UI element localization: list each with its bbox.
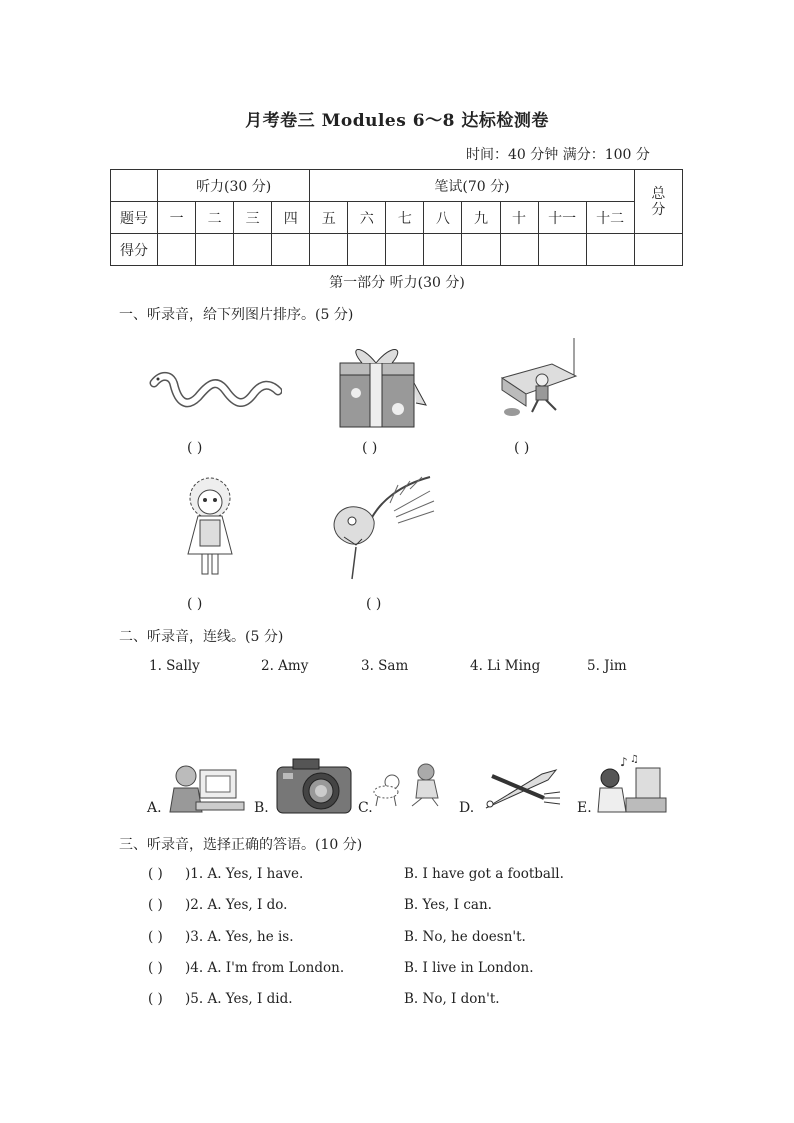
- score-table-number: 八: [424, 202, 462, 234]
- score-cell[interactable]: [234, 234, 272, 266]
- question-option-a: )1. A. Yes, I have.: [185, 866, 304, 882]
- doll-icon: [180, 476, 240, 580]
- option-letter: C.: [358, 800, 373, 816]
- option-letter: B.: [254, 800, 269, 816]
- section1-heading: 一、听录音，给下列图片排序。(5 分): [119, 307, 354, 323]
- score-cell[interactable]: [310, 234, 348, 266]
- score-table-number: 二: [196, 202, 234, 234]
- score-cell-total[interactable]: [634, 234, 682, 266]
- music-girl-icon: [596, 752, 668, 814]
- score-cell[interactable]: [272, 234, 310, 266]
- question-option-a: )2. A. Yes, I do.: [185, 897, 288, 913]
- answer-blank[interactable]: ( ): [187, 596, 203, 612]
- name-item: 1. Sally: [149, 658, 200, 674]
- snake-icon: [148, 365, 282, 417]
- score-table-number: 十一: [538, 202, 586, 234]
- section3-heading: 三、听录音，选择正确的答语。(10 分): [119, 837, 363, 853]
- score-table-number: 一: [158, 202, 196, 234]
- exam-info: 时间：40 分钟 满分：100 分: [466, 147, 650, 163]
- dragon-icon: [330, 471, 440, 583]
- knife-fork-icon: [482, 768, 562, 812]
- boy-bedroom-icon: [492, 336, 582, 420]
- question-option-b: B. I live in London.: [404, 960, 534, 976]
- score-table-number: 三: [234, 202, 272, 234]
- question-option-a: )4. A. I'm from London.: [185, 960, 345, 976]
- answer-blank[interactable]: ( ): [366, 596, 382, 612]
- score-cell[interactable]: [538, 234, 586, 266]
- name-item: 5. Jim: [587, 658, 627, 674]
- name-item: 3. Sam: [361, 658, 409, 674]
- score-cell[interactable]: [424, 234, 462, 266]
- score-table-number: 九: [462, 202, 500, 234]
- page-title: 月考卷三 Modules 6～8 达标检测卷: [245, 111, 549, 131]
- question-option-b: B. Yes, I can.: [404, 897, 492, 913]
- computer-boy-icon: [166, 762, 248, 814]
- svg-text:♫: ♫: [630, 754, 639, 765]
- question-option-a: )3. A. Yes, he is.: [185, 929, 294, 945]
- name-item: 4. Li Ming: [470, 658, 541, 674]
- part-heading: 第一部分 听力(30 分): [329, 275, 465, 291]
- question-option-b: B. I have got a football.: [404, 866, 564, 882]
- option-letter: E.: [577, 800, 592, 816]
- answer-blank[interactable]: ( ): [148, 991, 163, 1007]
- score-cell[interactable]: [462, 234, 500, 266]
- score-table-listening: 听力(30 分): [158, 170, 310, 202]
- score-cell[interactable]: [500, 234, 538, 266]
- score-cell[interactable]: [586, 234, 634, 266]
- name-item: 2. Amy: [261, 658, 309, 674]
- score-cell[interactable]: [196, 234, 234, 266]
- gift-box-icon: [336, 343, 428, 429]
- question-option-b: B. No, I don't.: [404, 991, 500, 1007]
- score-table-row-label-number: 题号: [111, 202, 158, 234]
- answer-blank[interactable]: ( ): [148, 897, 163, 913]
- score-table-corner: [111, 170, 158, 202]
- answer-blank[interactable]: ( ): [362, 440, 378, 456]
- option-letter: D.: [459, 800, 475, 816]
- girl-dog-icon: [372, 758, 442, 810]
- score-cell[interactable]: [158, 234, 196, 266]
- score-table-row-label-score: 得分: [111, 234, 158, 266]
- answer-blank[interactable]: ( ): [148, 929, 163, 945]
- score-table-number: 五: [310, 202, 348, 234]
- score-table-number: 十二: [586, 202, 634, 234]
- option-letter: A.: [147, 800, 162, 816]
- camera-icon: [275, 755, 353, 815]
- score-table: [110, 169, 683, 266]
- svg-text:♪: ♪: [620, 755, 628, 769]
- answer-blank[interactable]: ( ): [148, 866, 163, 882]
- score-table-number: 七: [386, 202, 424, 234]
- answer-blank[interactable]: ( ): [187, 440, 203, 456]
- answer-blank[interactable]: ( ): [514, 440, 530, 456]
- score-cell[interactable]: [348, 234, 386, 266]
- answer-blank[interactable]: ( ): [148, 960, 163, 976]
- score-cell[interactable]: [386, 234, 424, 266]
- section2-heading: 二、听录音，连线。(5 分): [119, 629, 284, 645]
- score-table-writing: 笔试(70 分): [310, 170, 634, 202]
- score-table-total: [634, 170, 682, 234]
- score-table-number: 六: [348, 202, 386, 234]
- question-option-b: B. No, he doesn't.: [404, 929, 526, 945]
- score-table-number: 十: [500, 202, 538, 234]
- score-table-number: 四: [272, 202, 310, 234]
- question-option-a: )5. A. Yes, I did.: [185, 991, 293, 1007]
- score-table-total-label: 总分: [651, 185, 666, 218]
